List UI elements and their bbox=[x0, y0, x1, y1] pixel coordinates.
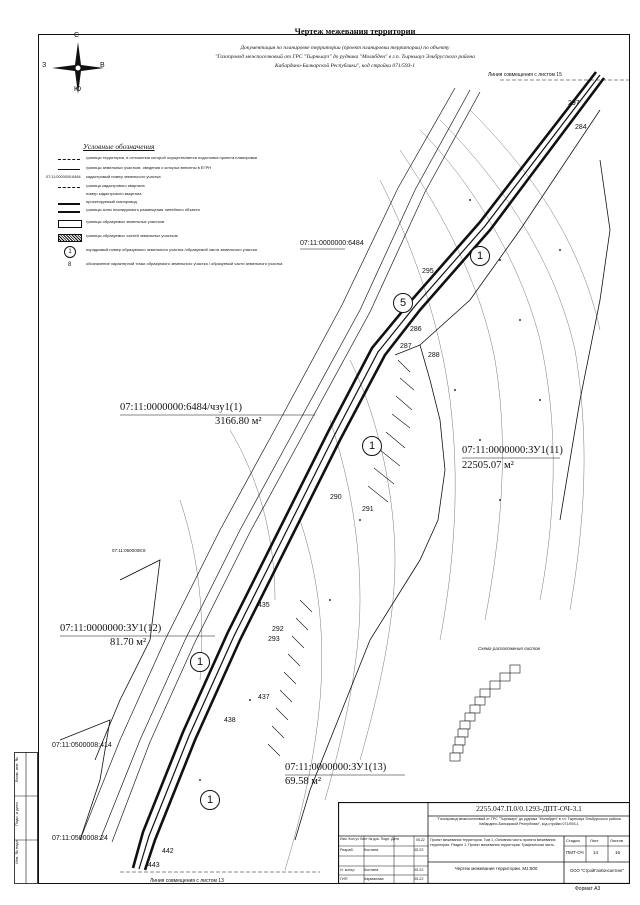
parcel-label-6484: 07:11:0000000:6484 bbox=[300, 240, 364, 247]
legend-item-parcel-number: 1 порядковый номер образуемого земельного участка /образуемой части земельного участка bbox=[58, 248, 308, 258]
point-number: 438 bbox=[224, 717, 236, 724]
point-number: 443 bbox=[148, 862, 160, 869]
side-stamp-inv-label: Инв. № подл. bbox=[14, 839, 19, 864]
legend-item-planning-boundary: границы территории, в отношении которой осуществляется подготовка проекта планировки bbox=[58, 156, 308, 166]
title-block-person-row: Н. контр Костина 05.22 bbox=[340, 868, 424, 872]
point-number: 292 bbox=[272, 626, 284, 633]
parcel-label-0500008-24: 07:11:0500008:24 bbox=[52, 835, 108, 842]
compass-east-label: В bbox=[100, 62, 105, 69]
point-number: 435 bbox=[258, 602, 270, 609]
title-block-stage-label: Стадия bbox=[566, 838, 580, 843]
terrain-contours bbox=[180, 110, 600, 870]
survey-map bbox=[38, 34, 630, 884]
point-number: 293 bbox=[268, 636, 280, 643]
sheet-scheme-grid bbox=[450, 665, 520, 761]
parcel-label-zu1-12: 07:11:0000000:ЗУ1(12) bbox=[60, 623, 162, 634]
gas-pipeline bbox=[139, 75, 600, 869]
parcel-area-zu1-11: 22505.07 м² bbox=[462, 460, 514, 471]
title-block-drawing-name: Чертеж межевания территории. М1:500 bbox=[454, 866, 538, 871]
title-block bbox=[338, 802, 630, 884]
subtitle-line-1: Документация по планировке территории (проект планировки территории) по объекту bbox=[240, 45, 450, 51]
sheet-format: Формат А3 bbox=[575, 886, 601, 892]
legend-item-new-parcels: границы образуемых земельных участков bbox=[58, 220, 308, 230]
point-number: 288 bbox=[428, 352, 440, 359]
title-block-sheets-label: Листов bbox=[610, 838, 623, 843]
parcel-number-circle: 5 bbox=[393, 293, 413, 313]
point-number: 291 bbox=[362, 506, 374, 513]
title-block-person-row: ГИП Карманова 05.22 bbox=[340, 877, 424, 881]
legend-title: Условные обозначения bbox=[83, 142, 155, 151]
parcel-number-circle: 1 bbox=[362, 436, 382, 456]
side-stamp-sign-label: Подп. и дата bbox=[14, 802, 19, 826]
legend-item-point-number: 8 обозначение характерной точки образуемого земельного участка / образуемой части земельного участка bbox=[68, 261, 283, 268]
zone-boundary bbox=[133, 72, 604, 870]
drawing-title: Чертеж межевания территории bbox=[294, 26, 416, 36]
parcel-number-circle: 1 bbox=[470, 246, 490, 266]
parcel-label-6484-chzu1: 07:11:0000000:6484/чзу1(1) bbox=[120, 402, 242, 413]
parcel-label-zu1-13: 07:11:0000000:ЗУ1(13) bbox=[285, 762, 387, 773]
title-block-stage: ПМТ-ОЧ bbox=[566, 850, 584, 855]
point-number: 286 bbox=[410, 326, 422, 333]
legend-item-cadastral-number: 07:11:0000000:6484 кадастровый номер земельного участка bbox=[46, 174, 161, 179]
title-block-person-row: Разраб. Костина 05.22 bbox=[340, 848, 424, 852]
parcel-number-circle: 1 bbox=[200, 790, 220, 810]
title-block-company: ООО "СтройГазКонсалтинг" bbox=[569, 868, 625, 873]
sheet-join-top-note: Линия совмещения с листом 15 bbox=[488, 72, 562, 78]
point-number: 295 bbox=[422, 268, 434, 275]
side-stamp-replace-label: Взам. инв. № bbox=[14, 757, 19, 782]
point-number: 437 bbox=[258, 694, 270, 701]
subtitle-line-3: Кабардино-Балкарской Республики", код стройки 071/593-1 bbox=[275, 63, 415, 69]
parcel-label-0500008-8: 07:11:0500008:8 bbox=[112, 548, 146, 553]
title-block-revision-date: 05.22 bbox=[416, 838, 425, 842]
legend-item-quarter-number: номер кадастрового квартала bbox=[86, 191, 142, 196]
survey-points bbox=[199, 199, 561, 781]
point-number: 287 bbox=[400, 343, 412, 350]
parcel-part-hatching bbox=[268, 360, 414, 756]
parcel-number-circle: 1 bbox=[190, 652, 210, 672]
sheet-scheme-label: Схема расположения листов bbox=[478, 646, 540, 651]
title-block-sheet-number: 14 bbox=[593, 850, 599, 855]
parcel-area-zu1-12: 81.70 м² bbox=[110, 637, 147, 648]
parcel-area-zu1-13: 69.58 м² bbox=[285, 776, 322, 787]
point-number: 284 bbox=[575, 124, 587, 131]
title-block-sheet-count: 16 bbox=[615, 850, 621, 855]
parcel-outlines bbox=[46, 110, 610, 840]
road-lines bbox=[80, 88, 480, 842]
compass-north-label: С bbox=[74, 32, 80, 39]
point-number: 297 bbox=[568, 100, 580, 107]
legend-item-quarter-boundary: граница кадастрового квартала bbox=[58, 184, 308, 194]
title-block-part: Проект межевания территории. Том 1. Основная часть проекта межевания территории. Раздел 1. Проект межевания территории. Графическая часть. bbox=[430, 838, 556, 847]
legend-item-new-parts: границы образуемых частей земельных участков bbox=[58, 234, 308, 244]
compass-south-label: Ю bbox=[74, 86, 82, 93]
parcel-area-6484-chzu1: 3166.80 м² bbox=[215, 416, 262, 427]
title-block-sheet-label: Лист bbox=[590, 838, 599, 843]
title-block-project: "Газопровод межпоселковый от ГРС "Тырныауз" до рудника "Молибден" в г.п. Тырныауз Эльбрусского района Кабардино-Балкарской Республики", код стройки 071/593-1 bbox=[437, 817, 621, 826]
legend-item-zone-boundary: границы зоны планируемого размещения линейного объекта bbox=[58, 208, 308, 218]
legend-item-egrn-boundary: границы земельных участков, сведения о которых внесены в ЕГРН bbox=[58, 166, 308, 176]
point-number: 290 bbox=[330, 494, 342, 501]
side-stamp bbox=[14, 752, 38, 884]
parcel-label-0500008-414: 07:11:0500008:414 bbox=[52, 742, 112, 749]
point-number: 442 bbox=[162, 848, 174, 855]
title-block-code: 2255.047.П.0/0.1293-ДПТ-ОЧ-3.1 bbox=[476, 804, 582, 813]
title-block-row-headers: Изм. Кол.уч Лист № док. Подп. Дата bbox=[340, 837, 399, 841]
compass-west-label: З bbox=[42, 62, 47, 69]
parcel-label-zu1-11: 07:11:0000000:ЗУ1(11) bbox=[462, 445, 563, 456]
legend-item-gas-pipeline: проектируемый газопровод bbox=[58, 200, 308, 210]
subtitle-line-2: "Газопровод межпоселковый от ГРС "Тырныауз" до рудника "Молибден" в г.п. Тырныауз Эльбрусского района bbox=[215, 54, 475, 60]
sheet-join-bottom-note: Линия совмещения с листом 13 bbox=[150, 878, 224, 884]
